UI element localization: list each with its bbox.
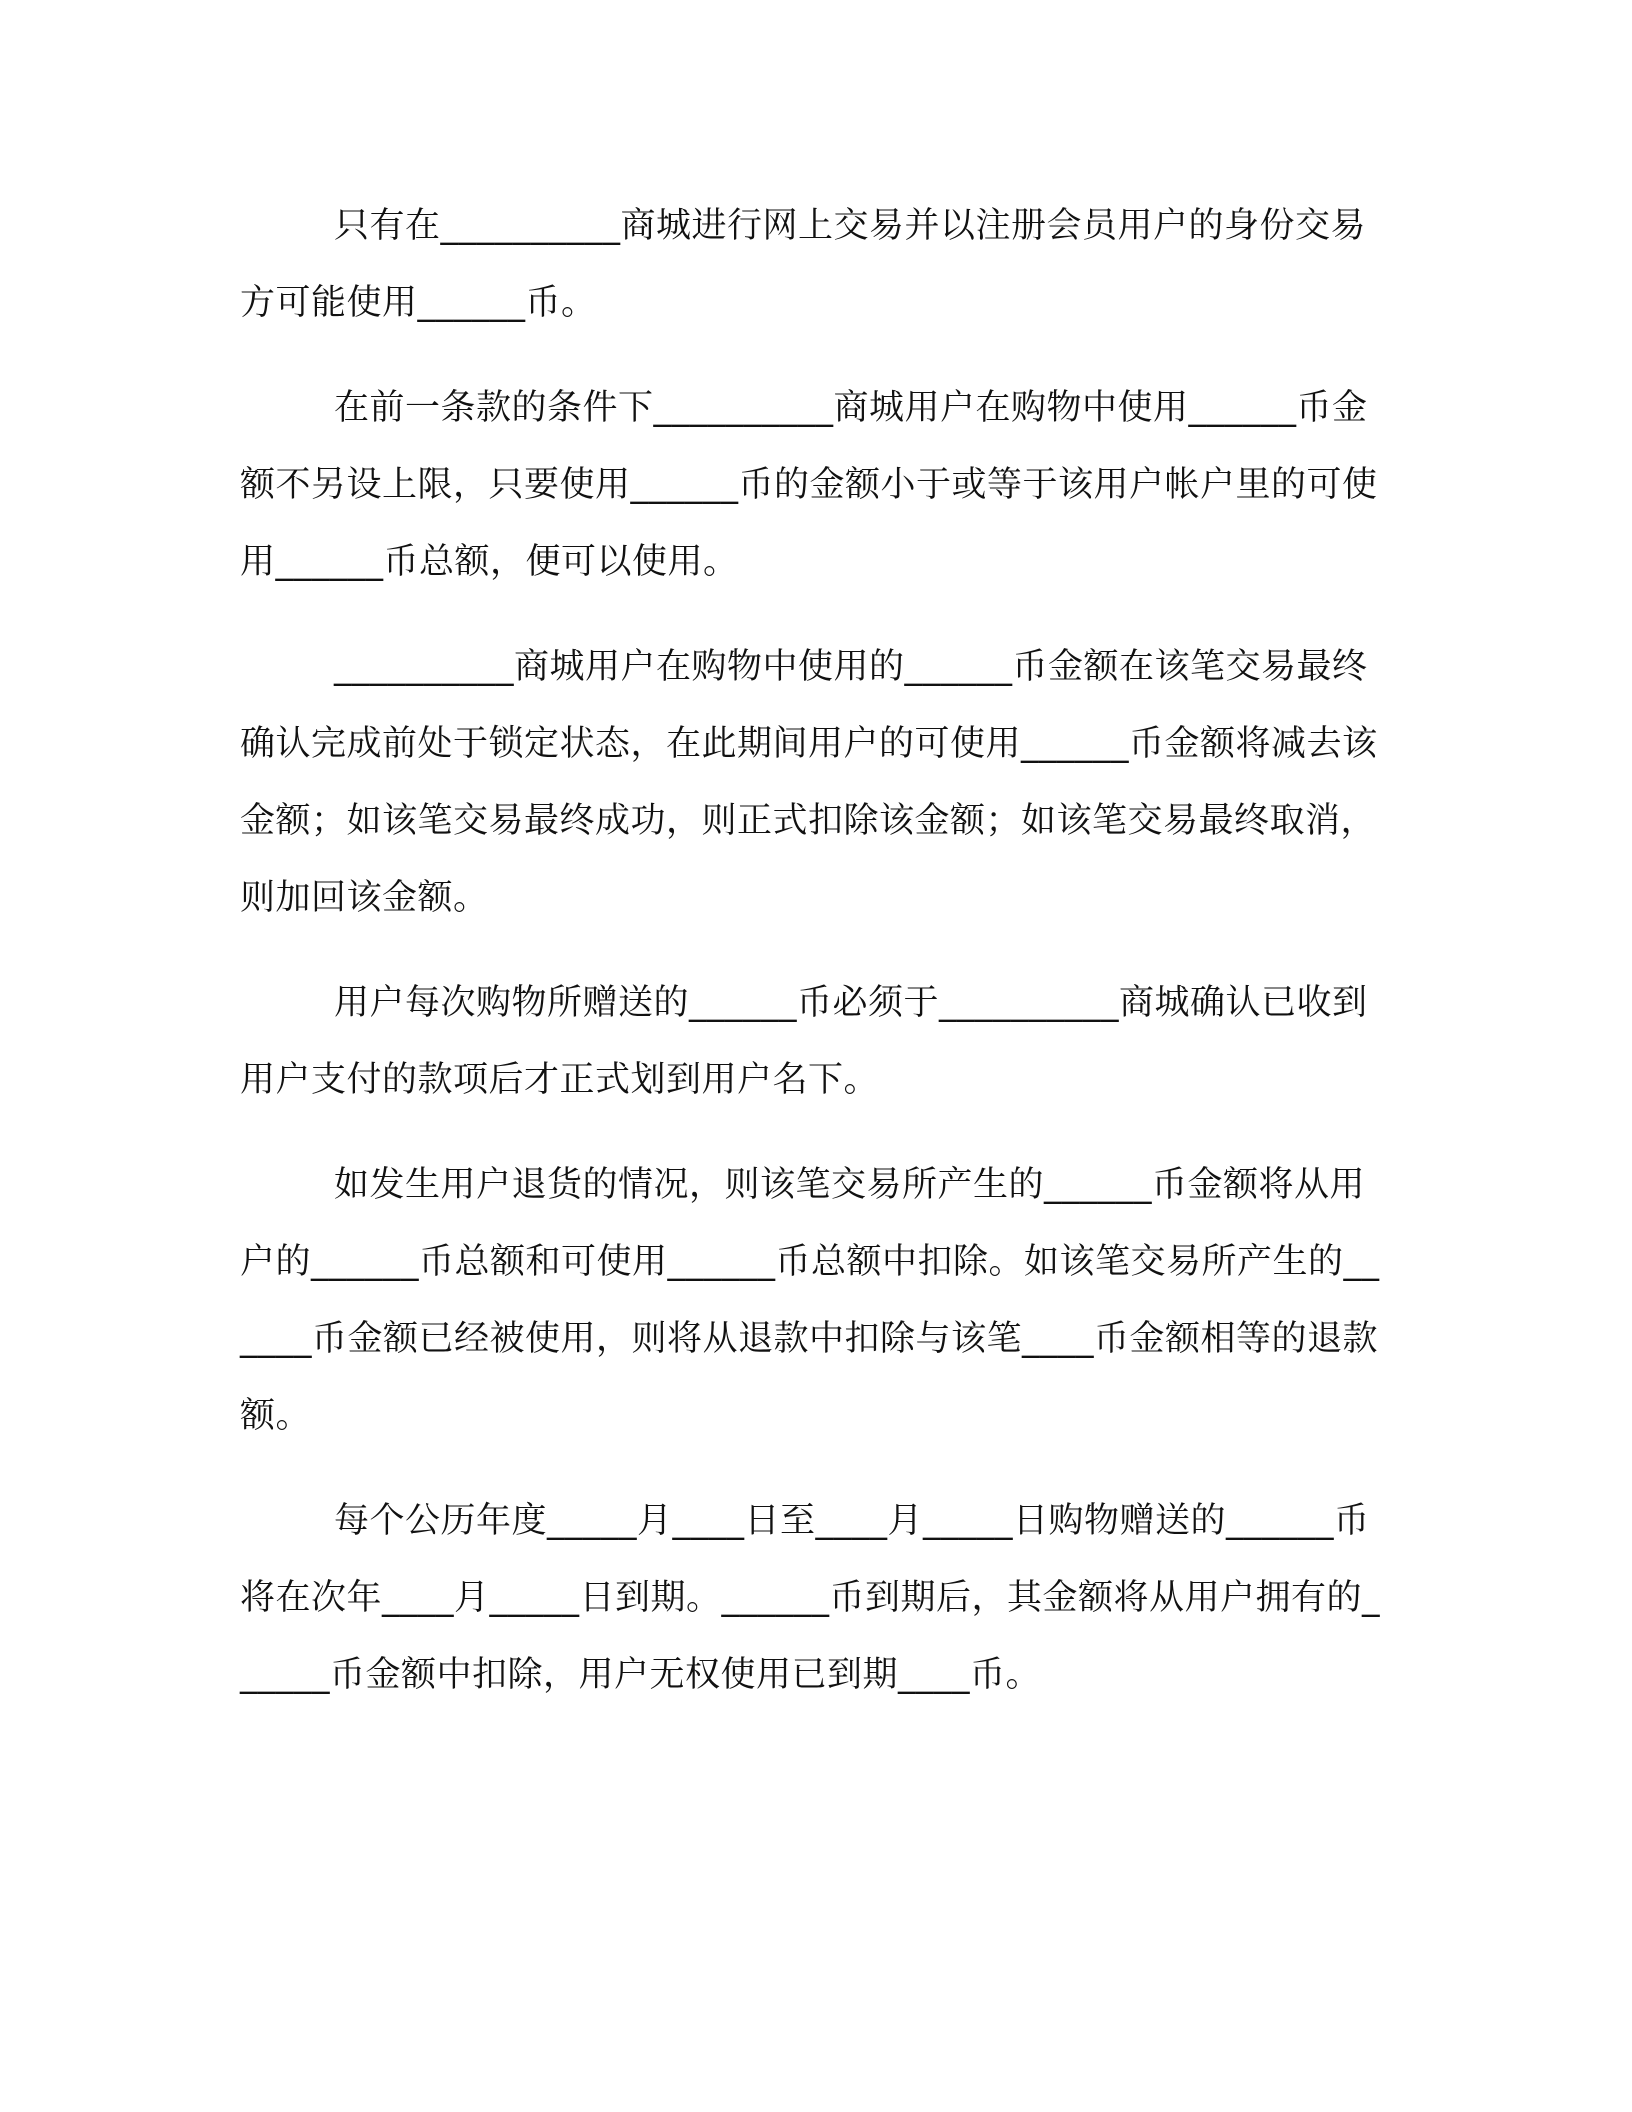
paragraph-6: 每个公历年度_____月____日至____月_____日购物赠送的______币将在次年____月_____日到期。______币到期后，其金额将从用户拥有的______币金额中扣除，用户无权使用已到期____币。 bbox=[240, 1501, 1381, 1695]
paragraph-1: 只有在__________商城进行网上交易并以注册会员用户的身份交易方可能使用______币。 bbox=[240, 206, 1367, 323]
paragraph-4: 用户每次购物所赠送的______币必须于__________商城确认已收到用户支付的款项后才正式划到用户名下。 bbox=[240, 983, 1368, 1100]
paragraph-3: __________商城用户在购物中使用的______币金额在该笔交易最终确认完成前处于锁定状态，在此期间用户的可使用______币金额将减去该金额；如该笔交易最终成功，则正式扣除该金额；如该笔交易最终取消，则加回该金额。 bbox=[240, 647, 1378, 918]
document-body bbox=[240, 188, 1390, 1742]
paragraph-5: 如发生用户退货的情况，则该笔交易所产生的______币金额将从用户的______币总额和可使用______币总额中扣除。如该笔交易所产生的______币金额已经被使用，则将从退款中扣除与该笔____币金额相等的退款额。 bbox=[240, 1165, 1380, 1436]
paragraph-2: 在前一条款的条件下__________商城用户在购物中使用______币金额不另设上限，只要使用______币的金额小于或等于该用户帐户里的可使用______币总额，便可以使用。 bbox=[240, 388, 1378, 582]
